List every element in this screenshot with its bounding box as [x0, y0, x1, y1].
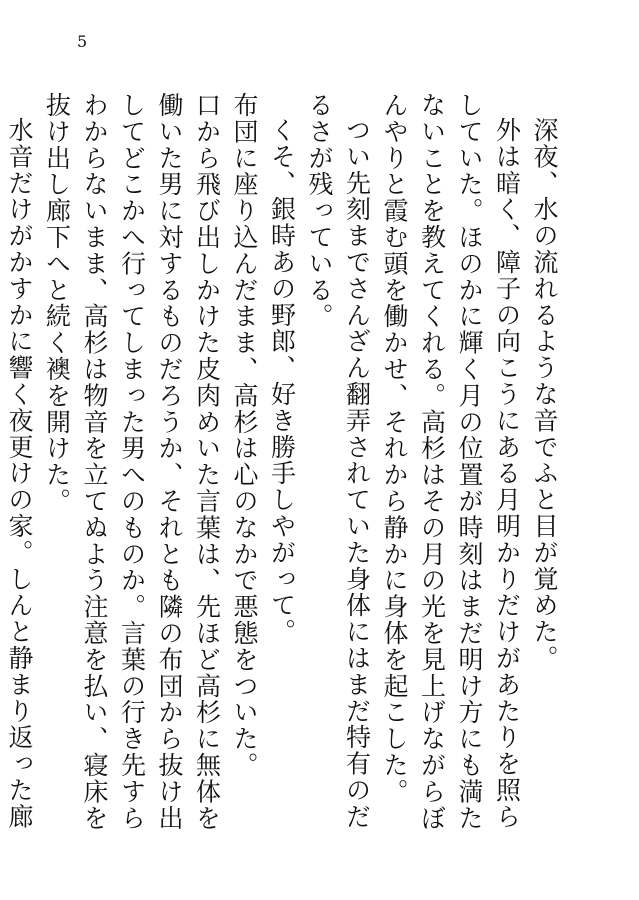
paragraph-2: 外は暗く、障子の向こうにある月明かりだけがあたりを照らしていた。ほのかに輝く月の位置が時刻はまだ明け方にも満たないことを教えてくれる。高杉はその月の光を見上げながらぼんやりと霞む頭を働かせ、それから静かに身体を起こした。: [380, 92, 522, 832]
paragraph-6: 口から飛び出しかけた皮肉めいた言葉は、先ほど高杉に無体を働いた男に対するものだろうか、それとも隣の布団から抜け出してどこかへ行ってしまった男へのものか。言葉の行き先すらわからないまま、高杉は物音を立てぬよう注意を払い、寝床を抜け出し廊下へと続く襖を開けた。: [42, 92, 222, 832]
paragraph-4: くそ、銀時あの野郎、好き勝手しやがって。: [267, 117, 297, 645]
paragraph-1: 深夜、水の流れるような音でふと目が覚めた。: [530, 117, 559, 672]
page-number: 5: [77, 32, 88, 51]
paragraph-7: 水音だけがかすかに響く夜更けの家。しんと静まり返った廊: [5, 117, 34, 830]
paragraph-5: 布団に座り込んだまま、高杉は心のなかで悪態をついた。: [230, 92, 259, 779]
paragraph-3: つい先刻までさんざん翻弄されていた身体にはまだ特有のだるさが残っている。: [305, 92, 372, 830]
body-text: [0, 92, 563, 852]
